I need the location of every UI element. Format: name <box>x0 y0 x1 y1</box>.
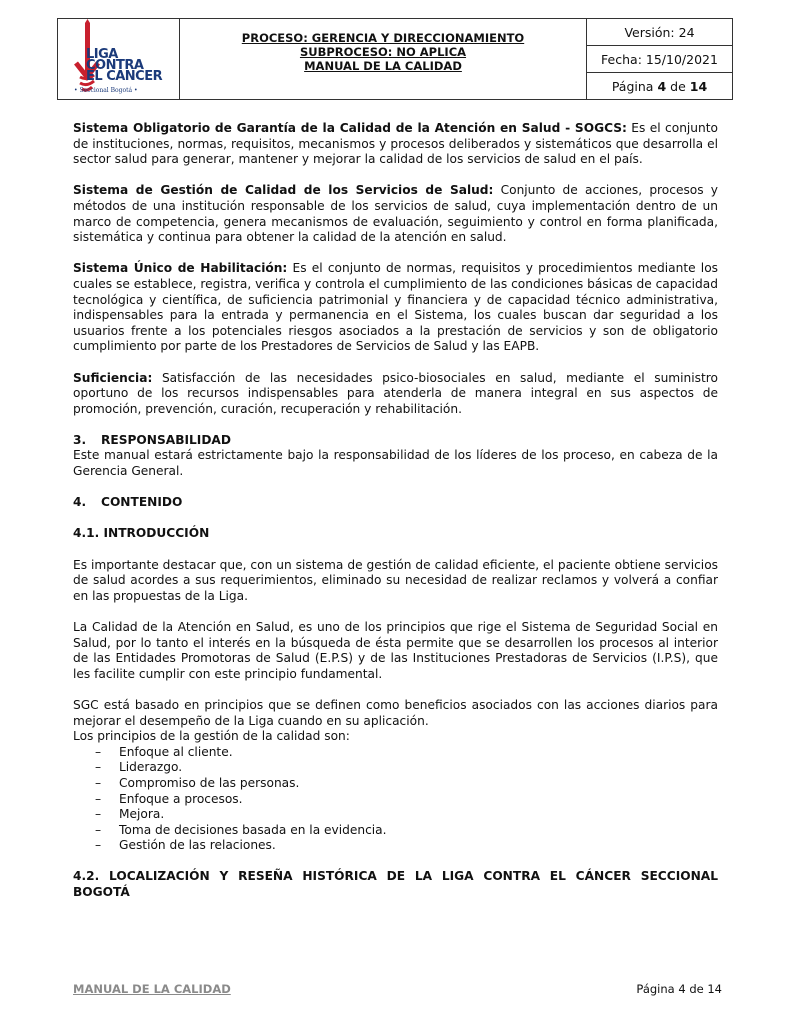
definition-suficiencia: Suficiencia: Satisfacción de las necesidades psico-biosociales en salud, mediante el suministro oportuno de los recursos indispensables para atenderla de manera integral en sus aspectos de promoción, prevención, curación, recuperación y rehabilitación. <box>73 370 718 416</box>
intro-paragraph-2: La Calidad de la Atención en Salud, es uno de los principios que rige el Sistema de Seguridad Social en Salud, por lo tanto el interés en la búsqueda de ésta permite que se desarrollen los procesos al interior de las Entidades Promotoras de Salud (E.P.S) y de las Instituciones Prestadoras de Servicios (I.P.S), que les facilite cumplir con este principio fundamental. <box>73 620 718 681</box>
footer-page-number: Página 4 de 14 <box>636 982 722 996</box>
principles-intro: Los principios de la gestión de la calidad son: <box>73 729 350 744</box>
logo-text: LIGA CONTRA EL CANCER <box>86 47 163 84</box>
intro-paragraph-3: SGC está basado en principios que se definen como beneficios asociados con las acciones diarios para mejorar el desempeño de la Liga cuando en su aplicación. <box>73 697 718 728</box>
intro-paragraph-1: Es importante destacar que, con un sistema de gestión de calidad eficiente, el paciente obtiene servicios de salud acordes a sus requerimientos, eliminado su necesidad de realizar reclamos y volverá a confiar en las propuestas de la Liga. <box>73 557 718 603</box>
responsabilidad-text: Este manual estará estrictamente bajo la responsabilidad de los líderes de los proceso, en cabeza de la Gerencia General. <box>73 448 718 479</box>
section-heading-localizacion: 4.2. LOCALIZACIÓN Y RESEÑA HISTÓRICA DE LA LIGA CONTRA EL CÁNCER SECCIONAL BOGOTÁ <box>73 868 718 899</box>
list-item: – Gestión de las relaciones. <box>73 838 718 854</box>
version: Versión: 24 <box>587 19 732 46</box>
list-item: – Enfoque al cliente. <box>73 745 718 761</box>
document-title-block <box>180 19 587 99</box>
list-item: – Enfoque a procesos. <box>73 792 718 808</box>
definition-habilitacion: Sistema Único de Habilitación: Es el conjunto de normas, requisitos y procedimientos mediante los cuales se establece, registra, verifica y controla el cumplimiento de las condiciones básicas de capacidad tecnológica y científica, de suficiencia patrimonial y financiera y de capacidad técnico administrativa, indispensables para la entrada y permanencia en el Sistema, los cuales buscan dar seguridad a los usuarios frente a los potenciales riesgos asociados a la prestación de servicios y son de obligatorio cumplimiento por parte de los Prestadores de Servicios de Salud y las EAPB. <box>73 261 718 354</box>
list-item: – Liderazgo. <box>73 760 718 776</box>
section-heading-introduccion: 4.1. INTRODUCCIÓN <box>73 526 210 541</box>
list-item: – Mejora. <box>73 807 718 823</box>
subprocess-title: SUBPROCESO: NO APLICA <box>299 45 467 59</box>
document-body <box>73 121 718 916</box>
logo-subtitle: • Seccional Bogotá • <box>74 87 138 94</box>
list-item: – Compromiso de las personas. <box>73 776 718 792</box>
definition-sogcs: Sistema Obligatorio de Garantía de la Calidad de la Atención en Salud - SOGCS: Es el conjunto de instituciones, normas, requisitos, mecanismos y procesos deliberados y sistemáticos que desarrolla el sector salud para generar, mantener y mejorar la calidad de los servicios de salud en el país. <box>73 121 718 167</box>
process-title: PROCESO: GERENCIA Y DIRECCIONAMIENTO <box>241 31 525 45</box>
date: Fecha: 15/10/2021 <box>587 46 732 73</box>
footer-document-title: MANUAL DE LA CALIDAD <box>73 982 231 996</box>
page-indicator: Página 4 de 14 <box>611 78 708 94</box>
document-meta <box>587 19 732 99</box>
principles-list <box>73 745 718 854</box>
section-heading-responsabilidad: 3. RESPONSABILIDAD <box>73 432 231 447</box>
manual-title: MANUAL DE LA CALIDAD <box>304 59 462 73</box>
document-header <box>57 18 733 100</box>
list-item: – Toma de decisiones basada en la evidencia. <box>73 823 718 839</box>
definition-sgc: Sistema de Gestión de Calidad de los Servicios de Salud: Conjunto de acciones, procesos y métodos de una institución responsable de los servicios de salud, cuya implementación dentro de un marco de competencia, genera mecanismos de evaluación, seguimiento y control en forma planificada, sistemática y continua para obtener la calidad de la atención en salud. <box>73 183 719 245</box>
logo <box>58 19 180 99</box>
section-heading-contenido: 4. CONTENIDO <box>73 495 183 510</box>
